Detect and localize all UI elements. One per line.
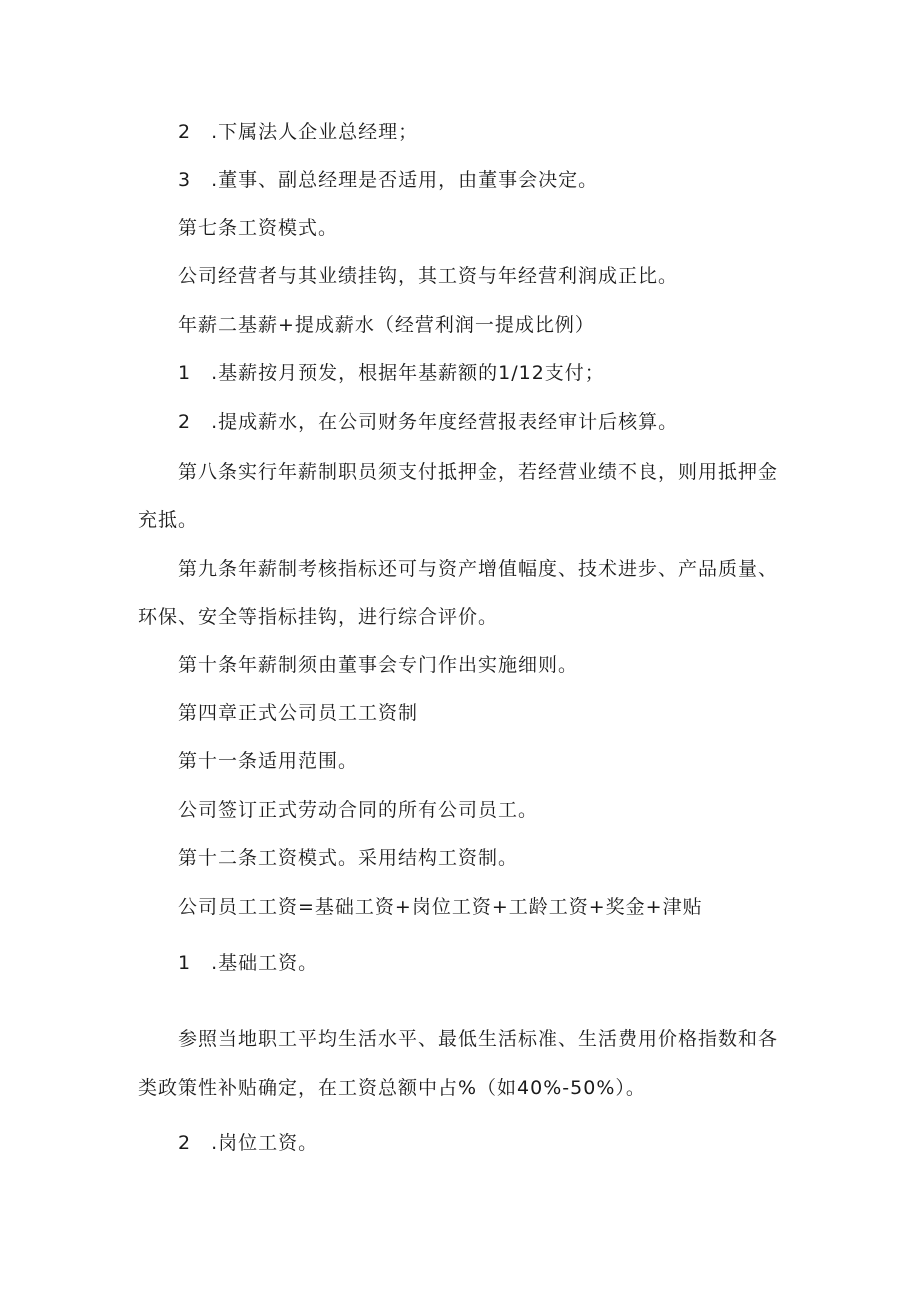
paragraph: 参照当地职工平均生活水平、最低生活标准、生活费用价格指数和各 (178, 1028, 779, 1050)
paragraph: 公司签订正式劳动合同的所有公司员工。 (178, 799, 539, 821)
section-heading: 第十二条工资模式。采用结构工资制。 (178, 847, 519, 869)
paragraph-continuation: 类政策性补贴确定，在工资总额中占%（如40%-50%）。 (138, 1077, 646, 1099)
paragraph: 第十条年薪制须由董事会专门作出实施细则。 (178, 654, 579, 676)
paragraph: 第八条实行年薪制职员须支付抵押金，若经营业绩不良，则用抵押金 (178, 461, 779, 483)
paragraph: 1 .基础工资。 (178, 952, 319, 974)
paragraph: 2 .岗位工资。 (178, 1132, 319, 1154)
paragraph: 2 .下属法人企业总经理； (178, 121, 419, 143)
paragraph-continuation: 环保、安全等指标挂钩，进行综合评价。 (138, 606, 499, 628)
paragraph: 公司经营者与其业绩挂钩，其工资与年经营利润成正比。 (178, 265, 679, 287)
paragraph: 第九条年薪制考核指标还可与资产增值幅度、技术进步、产品质量、 (178, 558, 779, 580)
section-heading: 第七条工资模式。 (178, 217, 339, 239)
section-heading: 第十一条适用范围。 (178, 750, 359, 772)
formula-line: 公司员工工资=基础工资+岗位工资+工龄工资+奖金+津贴 (178, 896, 703, 918)
chapter-heading: 第四章正式公司员工工资制 (178, 702, 419, 724)
paragraph: 3 .董事、副总经理是否适用，由董事会决定。 (178, 169, 599, 191)
paragraph: 2 .提成薪水，在公司财务年度经营报表经审计后核算。 (178, 411, 679, 433)
paragraph: 1 .基薪按月预发，根据年基薪额的1/12支付； (178, 362, 605, 384)
formula-line: 年薪二基薪+提成薪水（经营利润一提成比例） (178, 314, 595, 336)
paragraph-continuation: 充抵。 (138, 509, 199, 531)
